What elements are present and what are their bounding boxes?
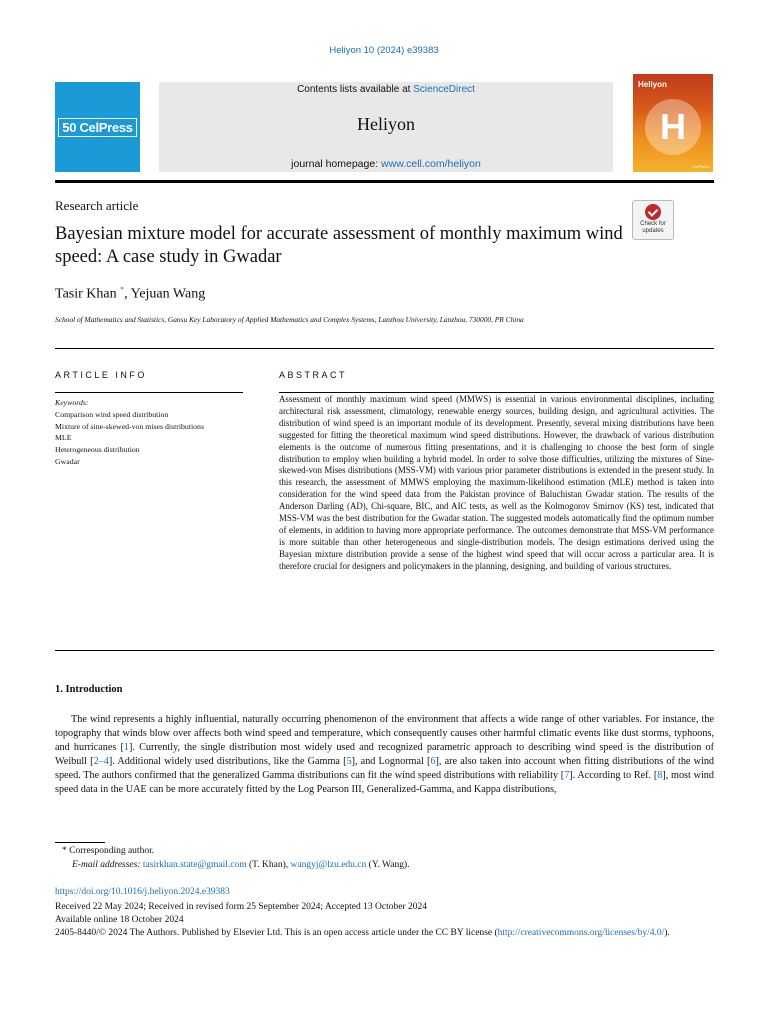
doi-link[interactable]: https://doi.org/10.1016/j.heliyon.2024.e39383	[55, 887, 230, 897]
citation-link[interactable]: 7	[564, 770, 570, 782]
available-online: Available online 18 October 2024	[55, 915, 184, 925]
divider	[55, 650, 714, 651]
corresponding-author-note: * Corresponding author.	[62, 846, 155, 856]
text-run: The wind represents a highly influential, naturally occurring phenomenon of the environment that affects a wide range of other variables. For instance, the topography that winds blow over affects both wind speed and temperature, which consequently causes other harmful climatic events like dust storms, typhoons, and hurricanes [	[55, 714, 714, 754]
author-separator: ,	[124, 286, 131, 302]
text-run: ]. Additional widely used distributions, like the Gamma [	[108, 756, 347, 768]
divider	[55, 348, 714, 349]
homepage-line	[159, 158, 613, 170]
author-list	[55, 285, 205, 303]
text-run: ]. Currently, the single distribution most widely used and recognized parametric approach to describing wind speed is the distribution of Weibull [	[55, 742, 714, 768]
sciencedirect-link[interactable]: ScienceDirect	[413, 84, 475, 95]
keyword-item: Mixture of sine-skewed-von mises distributions	[55, 421, 204, 431]
homepage-link[interactable]: www.cell.com/heliyon	[381, 158, 481, 170]
intro-paragraph	[55, 713, 714, 798]
email-addresses	[72, 860, 410, 870]
header-rule	[55, 180, 714, 183]
email-owner: (Y. Wang).	[366, 860, 410, 870]
author-name[interactable]: Yejuan Wang	[130, 286, 206, 302]
check-updates-label: Check for updates	[640, 221, 666, 234]
section-heading: 1. Introduction	[55, 684, 123, 695]
license-text: 2405-8440/© 2024 The Authors. Published by Elsevier Ltd. This is an open access article under the CC BY license (	[55, 928, 498, 938]
abstract-heading: ABSTRACT	[279, 370, 348, 380]
cover-circle	[645, 99, 701, 155]
text-run: ], are also taken into account when fitting distributions of the wind speed. The authors confirmed that the generalized Gamma distributions can fit the wind speed distributions with reliability [	[55, 756, 715, 782]
journal-cover[interactable]	[633, 74, 713, 172]
keywords-label: Keywords:	[55, 398, 89, 407]
article-type: Research article	[55, 198, 139, 213]
text-run: ]. According to Ref. [	[569, 770, 658, 782]
email-owner: (T. Khan),	[246, 860, 291, 870]
text-run: ], most wind speed data in the UAE can be more accurately fitted by the Log Pearson III, Generalized-Gamma, and Kappa distributions,	[55, 770, 714, 796]
citation-link[interactable]: 5	[346, 756, 352, 768]
keyword-item: Heterogeneous distribution	[55, 445, 140, 455]
citation-link[interactable]: 2–4	[93, 756, 109, 768]
cellpress-logo	[55, 82, 140, 172]
article-info-heading: ARTICLE INFO	[55, 370, 147, 380]
citation-link[interactable]: 6	[430, 756, 436, 768]
keyword-item: Comparison wind speed distribution	[55, 409, 169, 419]
cover-title: Heliyon	[638, 80, 667, 89]
check-for-updates-badge[interactable]	[632, 200, 674, 240]
cover-letter: H	[660, 106, 686, 147]
citation-link[interactable]: 8	[657, 770, 663, 782]
cellpress-logo-text: 50 CelPress	[58, 118, 136, 137]
author-name[interactable]: Tasir Khan	[55, 286, 117, 302]
email-link[interactable]: tasirkhan.state@gmail.com	[142, 860, 247, 870]
license-statement	[55, 927, 714, 940]
journal-reference[interactable]: Heliyon 10 (2024) e39383	[329, 45, 439, 56]
journal-banner	[159, 82, 613, 172]
email-label: E-mail addresses:	[72, 860, 143, 870]
cover-footer: CelPress	[692, 164, 709, 169]
keyword-item: MLE	[55, 433, 72, 443]
corresponding-author-mark[interactable]: *	[120, 285, 125, 294]
received-dates: Received 22 May 2024; Received in revised form 25 September 2024; Accepted 13 October 2024	[55, 902, 427, 912]
article-title: Bayesian mixture model for accurate assessment of monthly maximum wind speed: A case study in Gwadar	[55, 224, 623, 267]
contents-prefix: Contents lists available at	[297, 84, 414, 95]
divider	[279, 392, 714, 393]
footnote-rule	[55, 842, 105, 843]
abstract-text: Assessment of monthly maximum wind speed (MMWS) is essential in various environmental disciplines, including architectural risk assessment, climatology, renewable energy sources, building design, and agricultural activities. The distribution of wind speed is an important module of its development. Presently, several mixing distributions have been suggested for fitting the theoretical maximum wind speed distributions. However, the drawback of various distribution elements is the outcome of numerous fitting presentations, and it is challenging to choose the best form of single distribution to employ when building a hybrid model. In order to solve those difficulties, utilizing the mixtures of Sine-skewed-von Mises distributions (MSS-VM) with various prior parameter distributions is extended in the present study. In this research, the assessment of MMWS employing the maximum-likelihood estimation (MLE) method is taken into consideration for the wind speed data from the Pakistan province of Baluchistan Gwadar station. The results of the Anderson Darling (AD), Chi-square, BIC, and AIC tests, as well as the Kolmogorov Smirnov (KS) test, indicated that MSS-VM was the best distribution for the Gwadar station. The suggested models automatically find the optimum number of elements, in addition to having more appropriate performance. The outcomes demonstrate that MSS-VM performance is more suitable than other heterogeneous and single-distribution models. The design estimations derived using the Bayesian mixture distribution provide a sense of the highest wind speed that will occur across a particular area. It is therefore crucial for designers and policymakers in the planning, designing, and building of various structures.	[279, 394, 714, 571]
license-link[interactable]: http://creativecommons.org/licenses/by/4.0/	[497, 928, 665, 938]
homepage-prefix: journal homepage:	[291, 158, 382, 170]
email-link[interactable]: wangyj@lzu.edu.cn	[290, 860, 367, 870]
citation-link[interactable]: 1	[123, 742, 129, 754]
keywords-block	[55, 397, 255, 468]
license-end: ).	[664, 928, 670, 938]
keyword-item: Gwadar	[55, 456, 80, 466]
journal-name: Heliyon	[357, 114, 415, 134]
text-run: ], and Lognormal [	[351, 756, 431, 768]
divider	[55, 392, 243, 393]
contents-line	[159, 84, 613, 95]
check-updates-icon	[645, 204, 661, 220]
affiliation: School of Mathematics and Statistics, Gansu Key Laboratory of Applied Mathematics and Complex Systems, Lanzhou University, Lanzhou, 730000, PR China	[55, 315, 524, 324]
